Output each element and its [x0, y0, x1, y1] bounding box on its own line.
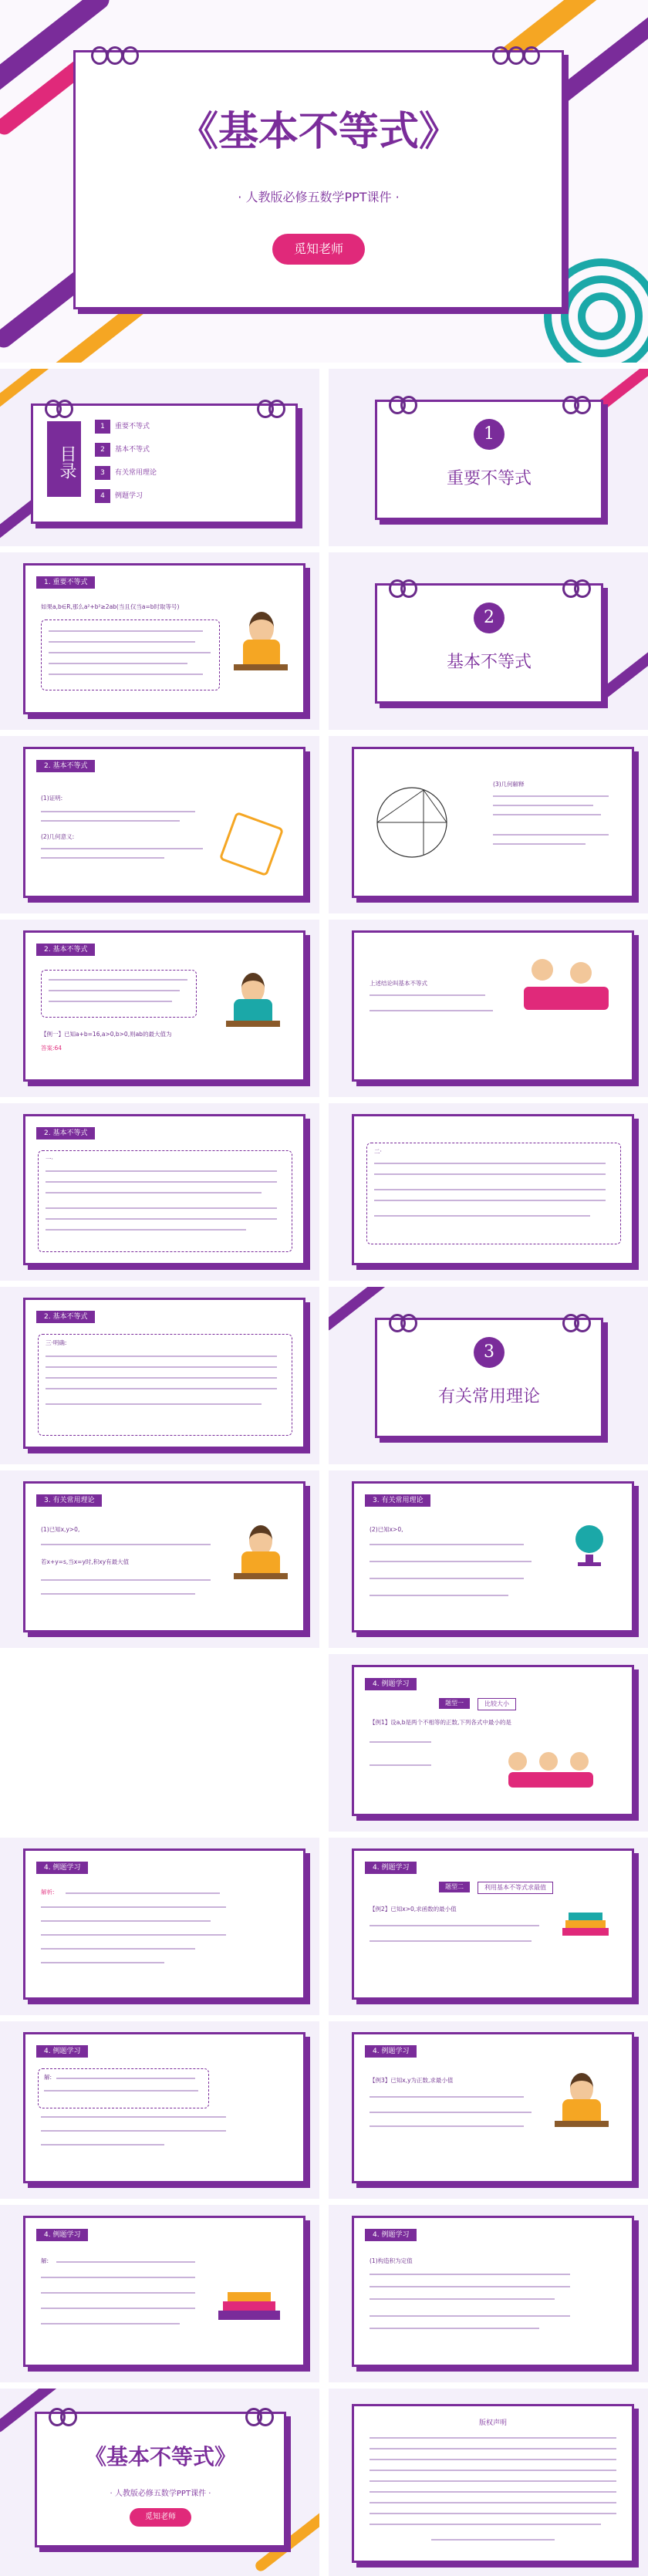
slide-header: 4. 例题学习	[365, 1862, 417, 1874]
content-slide-4g[interactable]	[329, 2205, 648, 2382]
content-slide-4e[interactable]	[329, 2021, 648, 2199]
content-slide-2c[interactable]	[0, 920, 319, 1097]
slide-header: 4. 例题学习	[365, 2229, 417, 2241]
end-subtitle: · 人教版必修五数学PPT课件 ·	[110, 2490, 211, 2498]
teacher-illustration	[524, 959, 609, 1021]
content-slide-4c[interactable]	[329, 1838, 648, 2015]
student-illustration	[234, 1525, 288, 1595]
cover-title: 《基本不等式》	[177, 108, 459, 155]
slide-header: 3. 有关常用理论	[365, 1494, 430, 1507]
section-title: 有关常用理论	[437, 1387, 540, 1406]
example-question: 【例1】设a,b是两个不相等的正数,下列各式中最小的是	[370, 1719, 511, 1726]
content-slide-2a[interactable]	[0, 736, 319, 913]
section-number: 2	[474, 603, 505, 633]
section-title: 基本不等式	[446, 653, 532, 672]
student-illustration	[234, 612, 288, 689]
solution-label: 解析:	[41, 1889, 55, 1896]
notes-box	[366, 1143, 621, 1244]
cover-subtitle: · 人教版必修五数学PPT课件 ·	[238, 190, 400, 204]
content-slide-2f[interactable]	[329, 1103, 648, 1281]
slide-header: 4. 例题学习	[36, 2229, 88, 2241]
section-number: 3	[474, 1337, 505, 1368]
proof-label: (1)证明:	[41, 795, 63, 802]
theory-line: (2)已知x>0,	[370, 1526, 403, 1533]
slide-header: 3. 有关常用理论	[36, 1494, 102, 1507]
method-heading: (1)构造积为定值	[370, 2257, 413, 2264]
toc-heading: 目录	[47, 421, 81, 497]
content-slide-4a[interactable]	[329, 1654, 648, 1832]
cover-author-badge: 觅知老师	[272, 234, 365, 265]
notes-box	[38, 1150, 292, 1252]
theorem-text: 如果a,b∈R,那么a²+b²≥2ab(当且仅当a=b时取等号)	[41, 603, 180, 610]
content-slide-4f[interactable]	[0, 2205, 319, 2382]
toc-item-4[interactable]: 4 例题学习	[95, 489, 223, 503]
conclusion-text: 上述结论叫基本不等式	[370, 980, 427, 987]
note-heading: 三·明确:	[46, 1339, 67, 1346]
globe-icon	[570, 1522, 609, 1568]
example-question: 【例2】已知x>0,求函数的最小值	[370, 1906, 457, 1913]
content-slide-2e[interactable]	[0, 1103, 319, 1281]
slide-header: 4. 例题学习	[365, 2045, 417, 2058]
kids-illustration	[508, 1744, 601, 1791]
section-number: 1	[474, 419, 505, 450]
end-title: 《基本不等式》	[84, 2444, 236, 2470]
content-slide-2b[interactable]	[329, 736, 648, 913]
end-slide[interactable]	[0, 2389, 319, 2576]
end-author-badge: 觅知老师	[130, 2508, 191, 2527]
cover-slide[interactable]	[0, 0, 648, 363]
lamp-illustration	[219, 812, 285, 877]
solution-box	[38, 2068, 209, 2108]
geometry-label: (3)几何解释	[493, 781, 525, 788]
books-illustration	[562, 1905, 609, 1943]
toc-item-3[interactable]: 3 有关常用理论	[95, 466, 223, 480]
section-1-slide[interactable]	[329, 369, 648, 546]
student-illustration	[555, 2073, 609, 2142]
content-slide-2d[interactable]	[329, 920, 648, 1097]
copyright-title: 版权声明	[478, 2419, 507, 2427]
example-answer: 答案:64	[41, 1045, 62, 1052]
toc-item-2[interactable]: 2 基本不等式	[95, 443, 223, 457]
section-2-slide[interactable]	[329, 552, 648, 730]
copyright-slide[interactable]	[329, 2389, 648, 2576]
solution-label: 解:	[44, 2074, 52, 2081]
books-illustration	[218, 2272, 280, 2326]
topic-tag: 比较大小	[478, 1698, 516, 1710]
slide-header: 4. 例题学习	[365, 1678, 417, 1690]
notes-box	[38, 1334, 292, 1436]
topic-tag: 利用基本不等式求最值	[478, 1882, 553, 1894]
content-slide-4b[interactable]	[0, 1838, 319, 2015]
theory-line: 若x+y=s,当x=y时,积xy有最大值	[41, 1558, 130, 1565]
slide-header: 1. 重要不等式	[36, 576, 95, 589]
note-heading: 一·	[46, 1156, 53, 1163]
content-slide-1[interactable]	[0, 552, 319, 730]
slide-header: 2. 基本不等式	[36, 1311, 95, 1323]
binder-rings	[76, 46, 562, 63]
slide-header: 2. 基本不等式	[36, 944, 95, 956]
content-slide-3a[interactable]	[0, 1470, 319, 1648]
section-3-slide[interactable]	[329, 1287, 648, 1464]
section-title: 重要不等式	[446, 469, 532, 488]
toc-slide[interactable]	[0, 369, 319, 546]
topic-label: 题型二	[439, 1882, 470, 1892]
content-slide-3b[interactable]	[329, 1470, 648, 1648]
content-slide-2g[interactable]	[0, 1287, 319, 1464]
semicircle-diagram	[370, 780, 454, 865]
slide-header: 4. 例题学习	[36, 1862, 88, 1874]
student-illustration	[226, 973, 280, 1042]
theory-line: (1)已知x,y>0,	[41, 1526, 80, 1533]
toc-item-1[interactable]: 1 重要不等式	[95, 420, 223, 434]
meaning-label: (2)几何意义:	[41, 833, 75, 840]
cover-card	[73, 50, 564, 309]
solution-label: 解:	[41, 2257, 49, 2264]
slide-header: 4. 例题学习	[36, 2045, 88, 2058]
slide-header: 2. 基本不等式	[36, 760, 95, 772]
summary-box	[41, 970, 197, 1018]
content-slide-4d[interactable]	[0, 2021, 319, 2199]
note-heading: 二·	[374, 1148, 382, 1155]
example-question: 【例一】已知a+b=16,a>0,b>0,则ab的最大值为	[41, 1031, 172, 1038]
example-question: 【例3】已知x,y为正数,求最小值	[370, 2077, 454, 2084]
topic-label: 题型一	[439, 1698, 470, 1709]
slide-header: 2. 基本不等式	[36, 1127, 95, 1139]
